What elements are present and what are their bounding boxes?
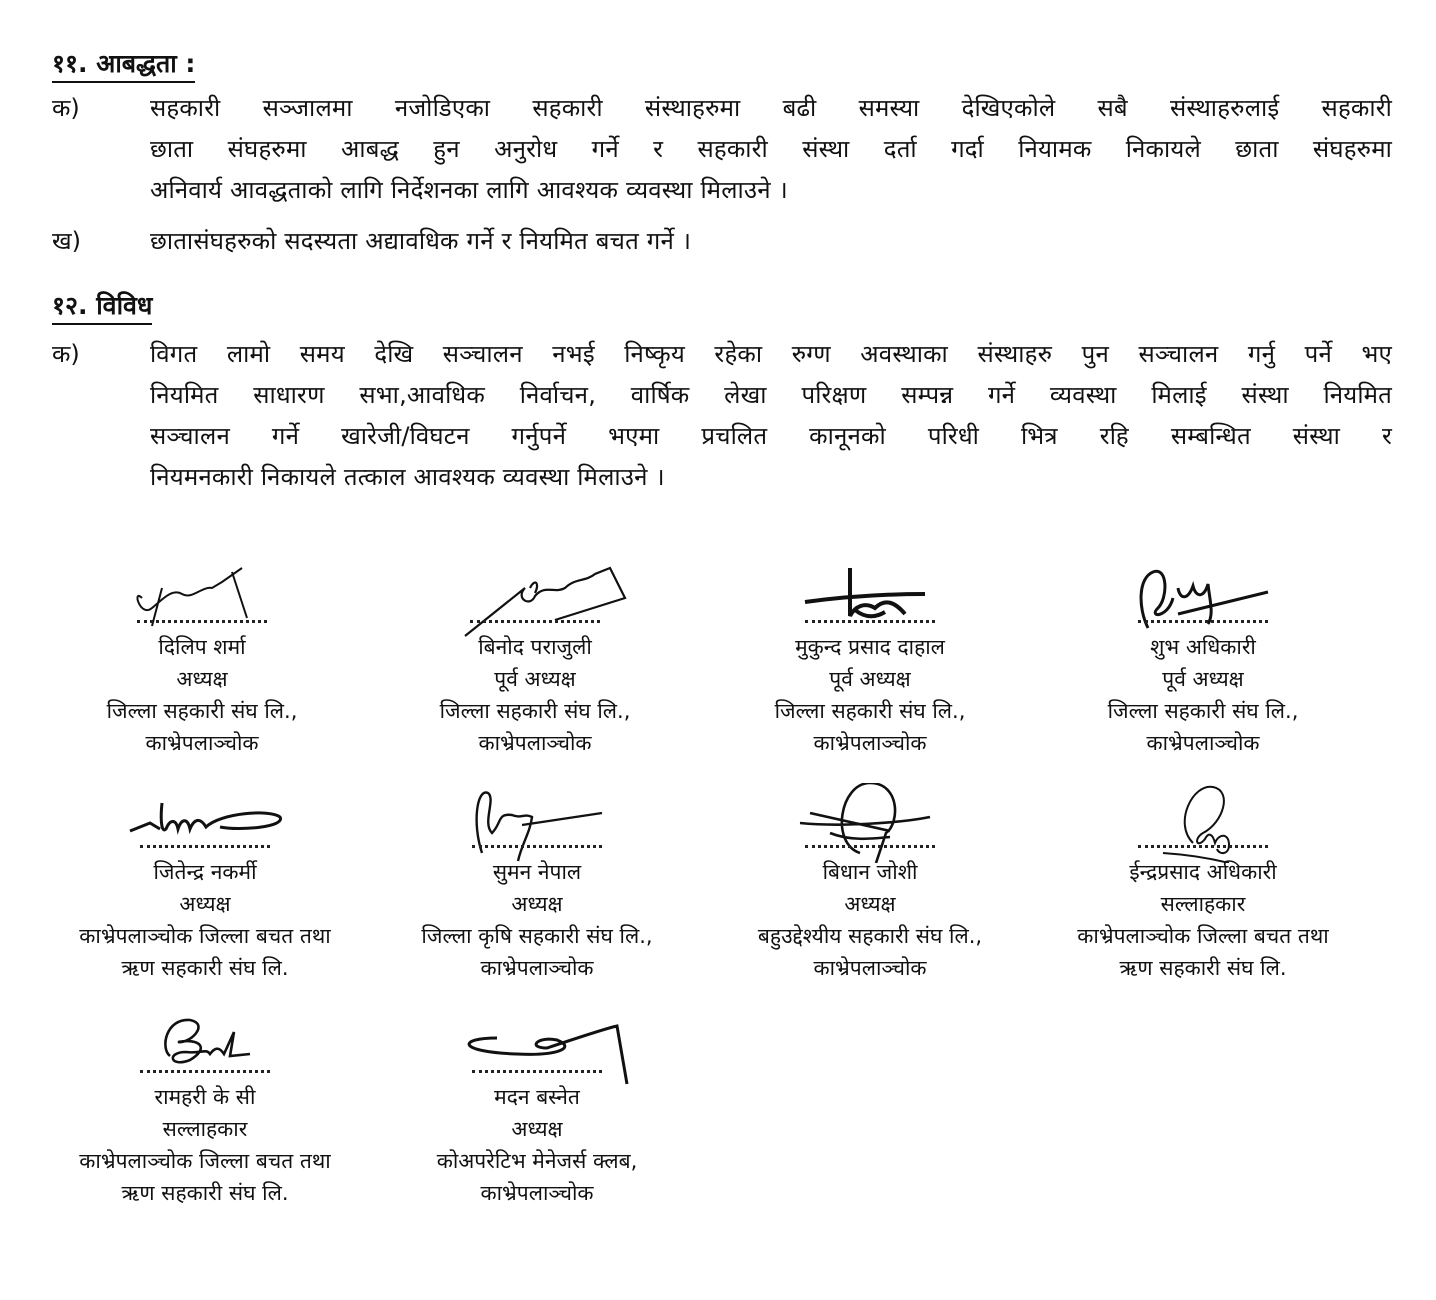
signatory-name: बिधान जोशी bbox=[822, 860, 918, 884]
signatory-role: सल्लाहकार bbox=[162, 1117, 248, 1141]
section-heading-affiliation: ११. आबद्धता : bbox=[52, 48, 195, 83]
signature-line bbox=[140, 837, 270, 848]
paragraph-affiliation-kha bbox=[150, 221, 1392, 262]
signatory-organization: काभ्रेपलाञ्चोक जिल्ला बचत तथा bbox=[1077, 924, 1329, 948]
signatory-role: पूर्व अध्यक्ष bbox=[829, 667, 911, 691]
signature-line bbox=[140, 1062, 270, 1073]
section-heading-miscellaneous: १२. विविध bbox=[52, 290, 152, 325]
signatory-name: दिलिप शर्मा bbox=[158, 635, 246, 659]
signatory-location: ऋण सहकारी संघ लि. bbox=[1119, 956, 1287, 980]
signatory-organization: जिल्ला कृषि सहकारी संघ लि., bbox=[421, 924, 653, 948]
signatory-block bbox=[40, 1008, 370, 1209]
signatory-role: अध्यक्ष bbox=[179, 892, 231, 916]
signatory-name: बिनोद पराजुली bbox=[478, 635, 592, 659]
signatory-location: काभ्रेपलाञ्चोक bbox=[480, 1181, 594, 1205]
item-label: क) bbox=[52, 94, 80, 122]
signatory-organization: काभ्रेपलाञ्चोक जिल्ला बचत तथा bbox=[79, 1149, 331, 1173]
signatory-location: काभ्रेपलाञ्चोक bbox=[813, 731, 927, 755]
signatory-role: सल्लाहकार bbox=[1160, 892, 1246, 916]
signature-line bbox=[805, 612, 935, 623]
signature-line bbox=[1138, 837, 1268, 848]
signature-line bbox=[470, 612, 600, 623]
signatory-location: काभ्रेपलाञ्चोक bbox=[1146, 731, 1260, 755]
paragraph-line: विगत लामो समय देखि सञ्चालन नभई निष्कृय रहेका रुग्ण अवस्थाका संस्थाहरु पुन सञ्चालन गर्नु पर्ने भए bbox=[150, 340, 1392, 368]
item-label: ख) bbox=[52, 227, 81, 255]
signature-line bbox=[472, 837, 602, 848]
signatory-organization: कोअपरेटिभ मेनेजर्स क्लब, bbox=[436, 1149, 638, 1173]
signature-line bbox=[1138, 612, 1268, 623]
signatory-organization: जिल्ला सहकारी संघ लि., bbox=[774, 699, 966, 723]
signatory-location: ऋण सहकारी संघ लि. bbox=[121, 1181, 289, 1205]
signatory-name: मदन बस्नेत bbox=[494, 1085, 580, 1109]
signatory-block bbox=[1038, 783, 1368, 984]
signatory-organization: बहुउद्देश्यीय सहकारी संघ लि., bbox=[757, 924, 983, 948]
signatory-block bbox=[40, 783, 370, 984]
signatory-location: काभ्रेपलाञ्चोक bbox=[145, 731, 259, 755]
signatory-role: अध्यक्ष bbox=[511, 1117, 563, 1141]
signatory-location: काभ्रेपलाञ्चोक bbox=[480, 956, 594, 980]
paragraph-line: नियमनकारी निकायले तत्काल आवश्यक व्यवस्था मिलाउने । bbox=[150, 463, 665, 491]
signature-line bbox=[472, 1062, 602, 1073]
signatory-organization: जिल्ला सहकारी संघ लि., bbox=[1107, 699, 1299, 723]
signature-line bbox=[805, 837, 935, 848]
signatory-name: ईन्द्रप्रसाद अधिकारी bbox=[1129, 860, 1277, 884]
signature-line bbox=[137, 612, 267, 623]
signatory-organization: जिल्ला सहकारी संघ लि., bbox=[439, 699, 631, 723]
signatory-block bbox=[705, 558, 1035, 759]
signatory-role: पूर्व अध्यक्ष bbox=[494, 667, 576, 691]
signatory-role: अध्यक्ष bbox=[176, 667, 228, 691]
signatory-location: काभ्रेपलाञ्चोक bbox=[478, 731, 592, 755]
signatory-name: जितेन्द्र नकर्मी bbox=[153, 860, 257, 884]
signatory-block bbox=[1038, 558, 1368, 759]
paragraph-line: सहकारी सञ्जालमा नजोडिएका सहकारी संस्थाहरुमा बढी समस्या देखिएकोले सबै संस्थाहरुलाई सहकारी bbox=[150, 94, 1392, 122]
signatory-organization: काभ्रेपलाञ्चोक जिल्ला बचत तथा bbox=[79, 924, 331, 948]
signatory-name: रामहरी के सी bbox=[154, 1085, 256, 1109]
signatory-location: ऋण सहकारी संघ लि. bbox=[121, 956, 289, 980]
paragraph-line: छातासंघहरुको सदस्यता अद्यावधिक गर्ने र नियमित बचत गर्ने । bbox=[150, 227, 692, 255]
signatory-name: सुमन नेपाल bbox=[492, 860, 582, 884]
signatory-location: काभ्रेपलाञ्चोक bbox=[813, 956, 927, 980]
paragraph-line: नियमित साधारण सभा,आवधिक निर्वाचन, वार्षिक लेखा परिक्षण सम्पन्न गर्ने व्यवस्था मिलाई संस्था नियमित bbox=[150, 381, 1392, 409]
signatory-block bbox=[37, 558, 367, 759]
item-label: क) bbox=[52, 340, 80, 368]
signatory-name: शुभ अधिकारी bbox=[1150, 635, 1256, 659]
paragraph-line: छाता संघहरुमा आबद्ध हुन अनुरोध गर्ने र सहकारी संस्था दर्ता गर्दा नियामक निकायले छाता संघहरुमा bbox=[150, 135, 1392, 163]
signatory-role: अध्यक्ष bbox=[511, 892, 563, 916]
paragraph-line: सञ्चालन गर्ने खारेजी/विघटन गर्नुपर्ने भएमा प्रचलित कानूनको परिधी भित्र रहि सम्बन्धित संस्था र bbox=[150, 422, 1392, 450]
paragraph-affiliation-ka bbox=[150, 88, 1392, 211]
signatory-name: मुकुन्द प्रसाद दाहाल bbox=[795, 635, 945, 659]
signatory-block bbox=[705, 783, 1035, 984]
signatory-block bbox=[370, 558, 700, 759]
signatory-role: पूर्व अध्यक्ष bbox=[1162, 667, 1244, 691]
paragraph-line: अनिवार्य आवद्धताको लागि निर्देशनका लागि आवश्यक व्यवस्था मिलाउने । bbox=[150, 176, 788, 204]
signatory-block bbox=[372, 783, 702, 984]
paragraph-miscellaneous-ka bbox=[150, 334, 1392, 498]
signatory-block bbox=[372, 1008, 702, 1209]
signatory-organization: जिल्ला सहकारी संघ लि., bbox=[106, 699, 298, 723]
signatory-role: अध्यक्ष bbox=[844, 892, 896, 916]
